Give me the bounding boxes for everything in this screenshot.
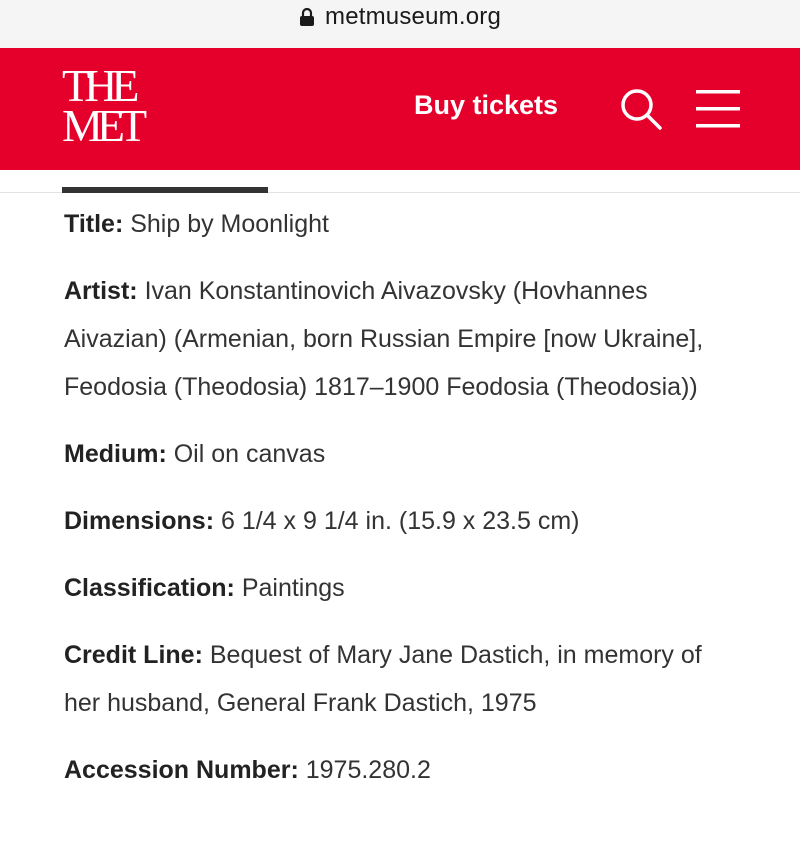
dimensions-value: 6 1/4 x 9 1/4 in. (15.9 x 23.5 cm) — [220, 507, 580, 535]
hamburger-menu-icon — [694, 88, 742, 130]
browser-url-bar[interactable] — [0, 0, 800, 48]
accession-number-label: Accession Number: — [64, 756, 299, 784]
logo-line-2: MET — [62, 100, 142, 151]
detail-title — [64, 200, 744, 248]
detail-dimensions — [64, 497, 744, 545]
object-details-list — [64, 200, 744, 813]
classification-value: Paintings — [241, 574, 345, 602]
medium-value: Oil on canvas — [173, 440, 326, 468]
met-logo[interactable] — [62, 60, 142, 154]
credit-line-value: Bequest of Mary Jane Dastich, in memory of her husband, General Frank Dastich, 1975 — [64, 641, 702, 717]
buy-tickets-button[interactable]: Buy tickets — [414, 90, 559, 120]
lock-icon — [299, 7, 315, 27]
credit-line-label: Credit Line: — [64, 641, 203, 669]
detail-accession-number — [64, 746, 744, 794]
site-header — [0, 48, 800, 170]
detail-medium — [64, 430, 744, 478]
detail-credit-line — [64, 631, 744, 727]
url-text: metmuseum.org — [325, 3, 501, 30]
detail-artist — [64, 267, 744, 411]
title-label: Title: — [64, 210, 124, 238]
logo-line-1: THE — [62, 60, 134, 111]
active-tab-indicator — [62, 187, 268, 193]
title-value: Ship by Moonlight — [130, 210, 329, 238]
url-display[interactable] — [299, 3, 501, 31]
search-button[interactable] — [618, 86, 664, 132]
artist-value: Ivan Konstantinovich Aivazovsky (Hovhannes Aivazian) (Armenian, born Russian Empire [now Ukraine], Feodosia (Theodosia) 1817–1900 Feodosia (Theodosia)) — [64, 277, 704, 401]
search-icon — [618, 86, 664, 132]
accession-number-value: 1975.280.2 — [305, 756, 431, 784]
classification-label: Classification: — [64, 574, 235, 602]
medium-label: Medium: — [64, 440, 167, 468]
artist-label: Artist: — [64, 277, 138, 305]
detail-classification — [64, 564, 744, 612]
menu-button[interactable] — [694, 88, 742, 130]
dimensions-label: Dimensions: — [64, 507, 215, 535]
